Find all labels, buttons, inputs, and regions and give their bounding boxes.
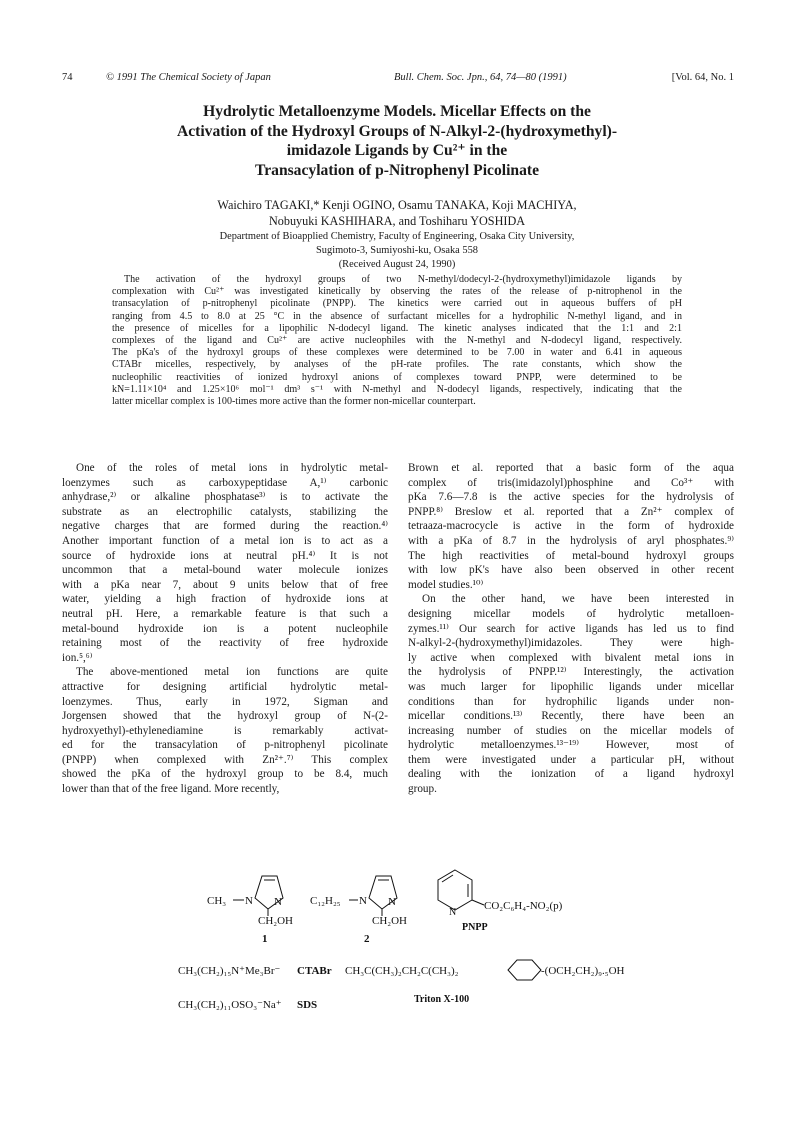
affiliation-line: Department of Bioapplied Chemistry, Faculty of Engineering, Osaka City University, bbox=[219, 231, 575, 242]
body-text-line: with a pKa near 7, about 9 units below that of free bbox=[62, 578, 388, 591]
body-text-line: N-alkyl-2-(hydroxymethyl)imidazoles. They were high- bbox=[408, 637, 734, 650]
body-text-line: negative charges that are formed during the reaction.⁴⁾ bbox=[62, 520, 388, 533]
sds-formula: CH₃(CH₂)₁₁OSO₃⁻Na⁺ bbox=[178, 999, 282, 1011]
ring-nitrogen: N bbox=[359, 895, 367, 907]
body-column-right bbox=[408, 461, 734, 797]
body-text-line: complex of tris(imidazolyl)phosphine and Co³⁺ with bbox=[408, 476, 734, 489]
body-text-line: with a pKa of 8.7 in the hydrolysis of aryl phosphates.⁹⁾ bbox=[408, 534, 734, 547]
abstract bbox=[112, 274, 682, 408]
body-text-line: On the other hand, we have been interested in bbox=[422, 593, 734, 606]
body-text-line: The above-mentioned metal ion functions are quite bbox=[76, 666, 388, 679]
author-line: Nobuyuki KASHIHARA, and Toshiharu YOSHIDA bbox=[268, 214, 526, 228]
body-text-line: dealing with the ionization of a ligand hydroxyl bbox=[408, 768, 734, 781]
title-line: Hydrolytic Metalloenzyme Models. Micellar Effects on the bbox=[203, 103, 591, 120]
body-text-line: zymes.¹¹⁾ Our search for active ligands has led us to find bbox=[408, 622, 734, 635]
author-list bbox=[90, 197, 704, 229]
title-line: imidazole Ligands by Cu²⁺ in the bbox=[286, 142, 508, 159]
pnpp-label: PNPP bbox=[462, 922, 488, 933]
journal-citation: Bull. Chem. Soc. Jpn., 64, 74—80 (1991) bbox=[394, 72, 567, 83]
body-text-line: metal-bound hydroxide ion is a potent nucleophile bbox=[62, 622, 388, 635]
ctabr-label: CTABr bbox=[297, 965, 332, 977]
body-text-line: with low pK's have also been observed in other recent bbox=[408, 564, 734, 577]
body-text-line: retaining most of the reactivity of free hydroxide bbox=[62, 637, 388, 650]
pyridine-ring bbox=[438, 870, 472, 910]
body-column-left bbox=[62, 461, 388, 797]
pnpp-structure bbox=[438, 870, 563, 933]
body-text-line: source of hydroxide ions at neutral pH.⁴⁾ It is not bbox=[62, 549, 388, 562]
body-text-line: hydroxyethyl)-ethylenediamine is remarkably activat- bbox=[62, 724, 388, 737]
abstract-line: ranging from 4.5 to 8.0 at 25 °C in the absence of surfactant micelles for a hydrophilic N-methyl ligand, and in bbox=[112, 310, 682, 322]
body-text-line: anhydrase,²⁾ or alkaline phosphatase³⁾ is to activate the bbox=[62, 491, 388, 504]
page-number: 74 bbox=[62, 72, 73, 83]
body-text-line: One of the roles of metal ions in hydrolytic metal- bbox=[76, 462, 388, 474]
abstract-line: kN=1.11×10⁴ and 1.25×10⁶ mol⁻¹ dm³ s⁻¹ with N-methyl and N-dodecyl ligands, respectively, indicating that the bbox=[112, 383, 682, 395]
body-text-line: tetraaza-macrocycle is active in the form of hydroxide bbox=[408, 520, 734, 533]
ring-nitrogen: N bbox=[274, 896, 282, 908]
abstract-line: The activation of the hydroxyl groups of two N-methyl/dodecyl-2-(hydroxymethyl)imidazole ligands by bbox=[124, 274, 682, 285]
title-line: Activation of the Hydroxyl Groups of N-Alkyl-2-(hydroxymethyl)- bbox=[176, 122, 618, 140]
body-text-line: ly active when complexed with bivalent metal ions in bbox=[408, 651, 734, 664]
body-text-line: was much larger for lipophilic ligands under micellar bbox=[408, 680, 734, 693]
hydroxymethyl-group: CH₂OH bbox=[258, 915, 294, 927]
body-text-line: micellar conditions.¹³⁾ Recently, there have been an bbox=[408, 710, 734, 723]
body-text-line: Another important function of a metal ion is to act as a bbox=[62, 534, 388, 547]
abstract-line: CTABr micelles, respectively, by analyses of the pH-rate profiles. The rate constants, which show the bbox=[112, 359, 682, 371]
pyridine-nitrogen: N bbox=[449, 907, 457, 918]
body-text-line: hydrolytic metalloenzymes.¹³⁻¹⁹⁾ However, most of bbox=[408, 739, 734, 752]
body-text-line: neutral pH. Here, a remarkable feature is that such a bbox=[62, 607, 388, 620]
triton-alkyl-chain: CH₃C(CH₃)₂CH₂C(CH₃)₂ bbox=[345, 965, 459, 977]
chemical-structures-figure bbox=[0, 862, 793, 1022]
body-text-line: pKa 7.6—7.8 is the active species for the hydrolysis of bbox=[408, 491, 734, 504]
body-text-line: PNPP.⁸⁾ Breslow et al. reported that a Zn²⁺ complex of bbox=[408, 505, 734, 518]
ring-nitrogen: N bbox=[388, 896, 396, 908]
triton-label: Triton X-100 bbox=[414, 994, 470, 1005]
body-text-line: group. bbox=[408, 783, 437, 796]
compound-2-structure bbox=[310, 876, 407, 945]
abstract-line: latter micellar complex is 100-times more active than the former non-micellar counterpart. bbox=[112, 395, 476, 407]
author-line: Waichiro TAGAKI,* Kenji OGINO, Osamu TANAKA, Koji MACHIYA, bbox=[217, 198, 577, 212]
body-text-line: conditions than for hydrophilic ligands under non- bbox=[408, 695, 734, 708]
compound-1-structure bbox=[207, 876, 293, 945]
abstract-line: The pKa's of the hydroxyl groups of these complexes were determined to be 7.00 in water and 6.41 in aqueous bbox=[112, 347, 682, 359]
ctabr-formula: CH₃(CH₂)₁₅N⁺Me₃Br⁻ bbox=[178, 965, 281, 977]
sds-label: SDS bbox=[297, 999, 318, 1011]
body-text-line: Jorgensen showed that the hydroxyl group of N-(2- bbox=[62, 710, 388, 723]
bond bbox=[472, 900, 484, 905]
title-line: Transacylation of p-Nitrophenyl Picolinate bbox=[254, 161, 539, 179]
received-date: (Received August 24, 1990) bbox=[338, 259, 456, 270]
hydroxymethyl-group: CH₂OH bbox=[372, 915, 408, 927]
body-text-line: loenzymes. Thus, early in 1972, Sigman and bbox=[62, 695, 388, 708]
body-text-line: uncommon that a metal-bound water molecule ionizes bbox=[62, 564, 388, 577]
body-text-line: ed for the transacylation of p-nitrophenyl picolinate bbox=[62, 739, 388, 752]
body-text-line: lower than that of the free ligand. More recently, bbox=[62, 783, 280, 796]
body-text-line: the hydrolysis of PNPP.¹²⁾ Interestingly, the activation bbox=[408, 666, 734, 679]
running-head bbox=[62, 70, 734, 86]
body-text-line: ion.⁵,⁶⁾ bbox=[62, 651, 93, 664]
body-text-line: model studies.¹⁰⁾ bbox=[408, 578, 484, 591]
body-text-line: substrate as an electrophilic catalysts, stabilizing the bbox=[62, 505, 388, 518]
body-text-line: Brown et al. reported that a basic form of the aqua bbox=[408, 462, 734, 474]
volume-issue: [Vol. 64, No. 1 bbox=[671, 72, 734, 83]
compound-1-label: 1 bbox=[262, 933, 268, 945]
triton-ethoxylate: -(OCH₂CH₂)₉.₅OH bbox=[541, 965, 625, 977]
copyright-notice: © 1991 The Chemical Society of Japan bbox=[106, 72, 271, 83]
abstract-line: the presence of micelles for a lipophilic N-dodecyl ligand. The kinetic analyses indicated that the 1:1 and 2:1 bbox=[112, 322, 682, 334]
body-text-line: designing micellar models of hydrolytic metalloen- bbox=[408, 607, 734, 620]
body-text-line: (PNPP) when complexed with Zn²⁺.⁷⁾ This complex bbox=[62, 753, 388, 766]
dodecyl-substituent: C₁₂H₂₅ bbox=[310, 895, 341, 907]
body-text-line: attractive for designing artificial hydrolytic metal- bbox=[62, 680, 388, 693]
body-text-line: them were investigated under a particular pH, without bbox=[408, 753, 734, 766]
body-text-line: loenzymes such as carboxypeptidase A,¹⁾ carbonic bbox=[62, 476, 388, 489]
abstract-line: complexes of the ligand and Cu²⁺ are active nucleophiles with the N-methyl and N-dodecyl ligand, respectively. bbox=[112, 334, 682, 346]
body-text-line: The high reactivities of metal-bound hydroxyl groups bbox=[408, 549, 734, 562]
body-text-line: showed the pKa of the hydroxyl group to be 8.4, much bbox=[62, 768, 388, 781]
article-title bbox=[90, 102, 704, 180]
abstract-line: transacylation of p-nitrophenyl picolinate (PNPP). The kinetics were carried out in aqueous buffers of pH bbox=[112, 298, 682, 310]
ring-double-bond bbox=[442, 875, 453, 882]
abstract-line: complexation with Cu²⁺ was investigated kinetically by observing the rates of the release of p-nitrophenol in the bbox=[112, 286, 682, 298]
triton-x100-structure bbox=[345, 960, 625, 980]
benzene-ring bbox=[508, 960, 541, 980]
ester-group: CO₂C₆H₄-NO₂(p) bbox=[484, 900, 563, 912]
abstract-line: nucleophilic reactivities of ionized hydroxyl anions of complexes toward PNPP, were determined to be bbox=[112, 371, 682, 383]
affiliation bbox=[90, 230, 704, 272]
affiliation-line: Sugimoto-3, Sumiyoshi-ku, Osaka 558 bbox=[316, 245, 478, 256]
body-text-line: increasing number of studies on the micellar models of bbox=[408, 724, 734, 737]
ring-nitrogen: N bbox=[245, 895, 253, 907]
compound-2-label: 2 bbox=[364, 933, 370, 945]
body-text-line: water, yielding a high fraction of hydroxide ions at bbox=[62, 593, 388, 606]
methyl-substituent: CH₃ bbox=[207, 895, 227, 907]
